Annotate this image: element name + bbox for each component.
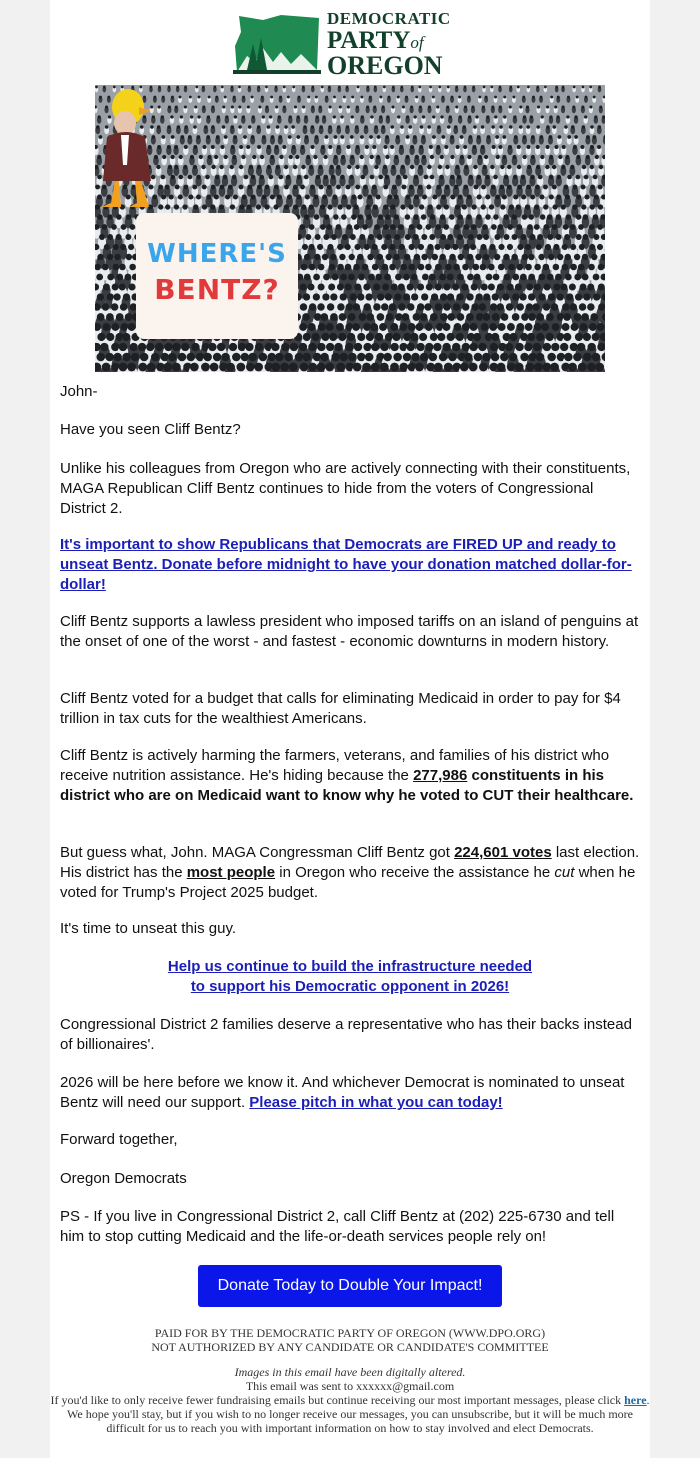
oregon-map-logo-icon: [233, 12, 321, 74]
votes-count: 224,601 votes: [454, 844, 552, 861]
most-people-emphasis: most people: [186, 864, 276, 881]
preferences-note: [50, 1393, 650, 1435]
infrastructure-link-line1[interactable]: Help us continue to build the infrastructure needed: [167, 958, 533, 975]
paragraph-medicaid-budget: Cliff Bentz voted for a budget that calls for eliminating Medicaid in order to pay for $4 trillion in tax cuts for the wealthiest Americans.: [60, 690, 621, 727]
hero-image[interactable]: [95, 85, 605, 372]
logo-wordmark: [327, 10, 451, 79]
preferences-here-link[interactable]: here: [624, 1393, 647, 1407]
greeting: John-: [60, 383, 98, 400]
paragraph-tariffs: Cliff Bentz supports a lawless president who imposed tariffs on an island of penguins at the onset of one of the worst - and fastest - economic downturns in modern history.: [60, 613, 639, 650]
penguin-costume-figure: [95, 85, 175, 210]
signoff: Forward together,: [60, 1131, 178, 1148]
p5-text-a: Cliff Bentz is actively harming the farmers, veterans, and families of his district who receive nutrition assistance. He's hiding because the: [60, 747, 610, 784]
images-altered-note: Images in this email have been digitally altered.: [234, 1365, 466, 1379]
stamp-line-wheres: WHERE'S: [147, 239, 287, 269]
email-body: [50, 0, 650, 1458]
dpo-logo[interactable]: [233, 9, 463, 80]
paragraph-unseat: It's time to unseat this guy.: [60, 920, 237, 937]
infrastructure-link-block: [60, 957, 640, 997]
p6-text-c: in Oregon who receive the assistance he: [275, 864, 555, 881]
paragraph-nutrition-assistance: [60, 746, 640, 806]
donate-button[interactable]: Donate Today to Double Your Impact!: [198, 1265, 502, 1307]
wheres-bentz-stamp: [140, 217, 294, 335]
logo-line-oregon: OREGON: [327, 51, 443, 80]
signature: Oregon Democrats: [60, 1170, 187, 1187]
logo-line-democratic: DEMOCRATIC: [327, 9, 451, 28]
p6-text-b: last election. His district has the: [60, 844, 640, 881]
logo-party: PARTY: [327, 27, 411, 54]
disclaimer: [50, 1326, 650, 1354]
p6-text-a: But guess what, John. MAGA Congressman Cliff Bentz got: [60, 844, 455, 861]
paragraph-seen-bentz: Have you seen Cliff Bentz?: [60, 421, 241, 438]
logo-line-party: [327, 28, 451, 53]
pref-text-b: . We hope you'll stay, but if you wish to no longer receive our messages, you can unsubscribe, but it will be much more difficult for us to reach you with important information on how to stay involved and elect Democrats.: [67, 1393, 650, 1435]
pref-text-a: If you'd like to only receive fewer fundraising emails but continue receiving our most important messages, please click: [50, 1393, 625, 1407]
cut-emphasis: cut: [554, 864, 575, 881]
p9-text-a: 2026 will be here before we know it. And whichever Democrat is nominated to unseat Bentz will need our support.: [60, 1074, 625, 1111]
p6-text-d: when he voted for Trump's Project 2025 budget.: [60, 864, 636, 901]
paragraph-colleagues: Unlike his colleagues from Oregon who are actively connecting with their constituents, MAGA Republican Cliff Bentz continues to hide from the voters of Congressional District 2.: [60, 460, 631, 517]
medicaid-constituents-count: 277,986: [413, 767, 468, 784]
not-authorized: NOT AUTHORIZED BY ANY CANDIDATE OR CANDIDATE'S COMMITTEE: [151, 1340, 549, 1354]
infrastructure-link-line2[interactable]: to support his Democratic opponent in 2026!: [190, 978, 510, 995]
logo-of: of: [410, 33, 424, 52]
postscript: PS - If you live in Congressional District 2, call Cliff Bentz at (202) 225-6730 and tell him to stop cutting Medicaid and the life-or-death services people rely on!: [60, 1208, 615, 1245]
p5-text-b: constituents in his district who are on Medicaid want to know why he voted to CUT their healthcare.: [60, 767, 634, 804]
stamp-line-bentz: BENTZ?: [154, 273, 280, 306]
paragraph-2026: [60, 1073, 640, 1113]
paid-for-by: PAID FOR BY THE DEMOCRATIC PARTY OF OREGON (WWW.DPO.ORG): [154, 1326, 546, 1340]
paragraph-votes: [60, 843, 640, 903]
fired-up-donate-link[interactable]: It's important to show Republicans that Democrats are FIRED UP and ready to unseat Bentz. Donate before midnight to have your donation matched dollar-for-dollar!: [60, 536, 632, 593]
paragraph-district-families: Congressional District 2 families deserve a representative who has their backs instead of billionaires'.: [60, 1016, 632, 1053]
pitch-in-link[interactable]: Please pitch in what you can today!: [249, 1094, 503, 1111]
sent-to-note: This email was sent to xxxxxx@gmail.com: [245, 1379, 455, 1393]
email-footer: [50, 1365, 650, 1435]
